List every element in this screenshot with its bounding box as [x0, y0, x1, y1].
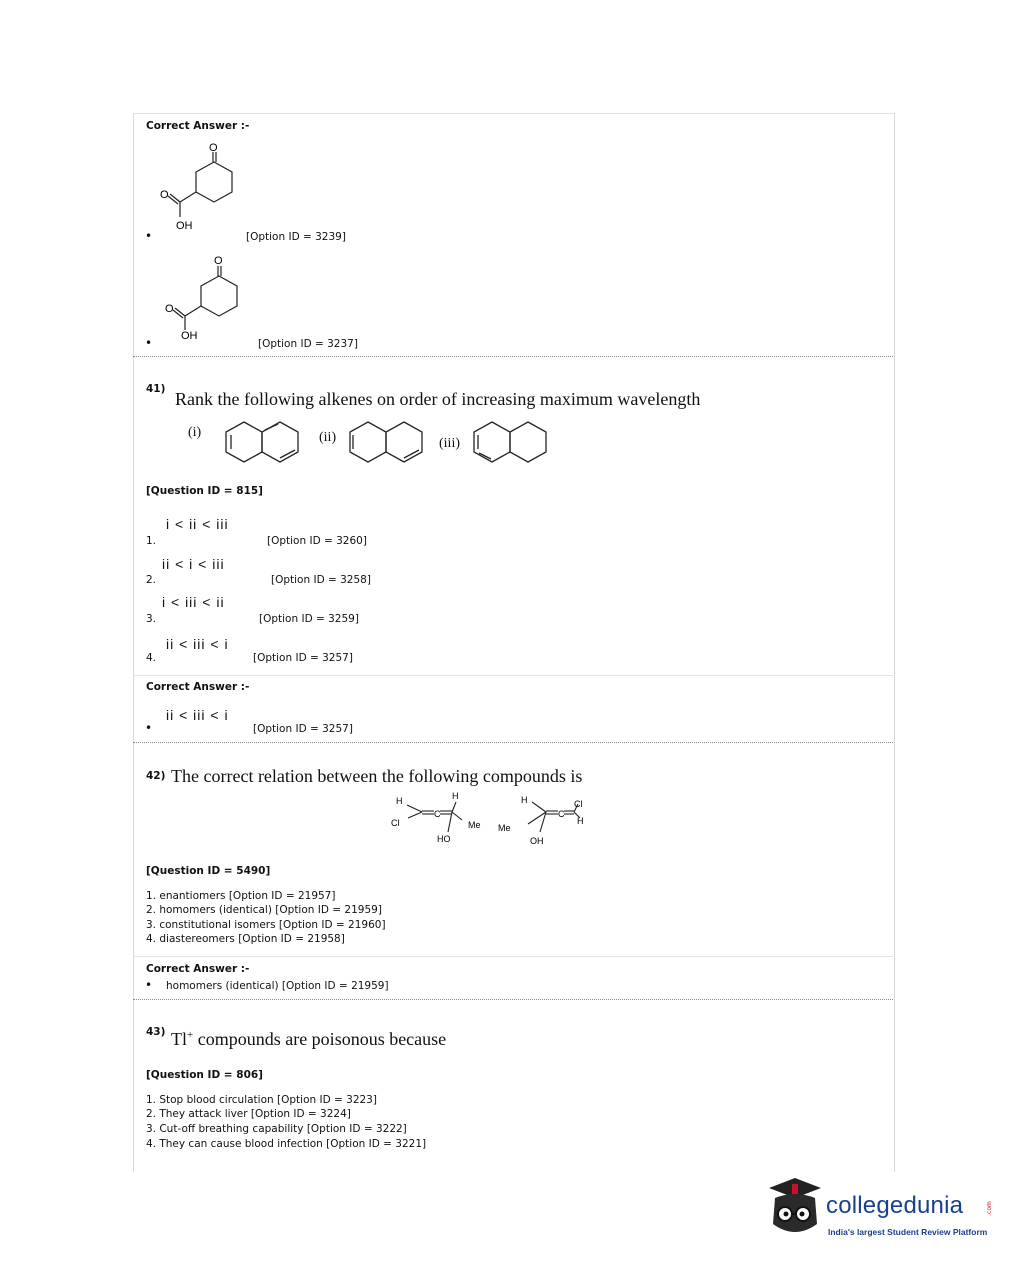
svg-text:H: H — [577, 816, 584, 826]
option-1: 1. Stop blood circulation [Option ID = 3223] — [146, 1094, 377, 1106]
question-text: The correct relation between the following compounds is — [171, 766, 583, 786]
question-rest: compounds are poisonous because — [193, 1029, 447, 1049]
species: Tl — [171, 1029, 187, 1049]
oh-label: OH — [176, 220, 193, 232]
question-id: [Question ID = 5490] — [146, 865, 271, 877]
logo-wordmark: collegedunia — [826, 1192, 964, 1219]
question-text — [171, 1029, 446, 1050]
question-number: 42) — [146, 770, 166, 782]
label-iii: (iii) — [439, 436, 460, 451]
correct-answer-label: Correct Answer :- — [146, 681, 250, 693]
option-4: 4. They can cause blood infection [Option ID = 3221] — [146, 1138, 427, 1150]
option-2-id: [Option ID = 3258] — [271, 574, 371, 586]
correct-rank: ii < iii < i — [166, 707, 229, 723]
correct-answer-label: Correct Answer :- — [146, 120, 250, 132]
svg-text:Me: Me — [468, 820, 481, 830]
section-divider — [133, 742, 893, 743]
svg-text:Cl: Cl — [391, 818, 400, 828]
option-1-num: 1. — [146, 535, 157, 547]
question-id: [Question ID = 806] — [146, 1069, 263, 1081]
option-2: 2. They attack liver [Option ID = 3224] — [146, 1108, 351, 1120]
option-4-id: [Option ID = 3257] — [253, 652, 353, 664]
option-3-num: 3. — [146, 613, 157, 625]
svg-text:HO: HO — [437, 834, 451, 844]
answer-separator — [133, 675, 893, 676]
label-i: (i) — [188, 425, 202, 440]
option-4-num: 4. — [146, 652, 157, 664]
logo-tagline: India's largest Student Review Platform — [828, 1227, 988, 1237]
correct-option-id: [Option ID = 3257] — [253, 723, 353, 735]
bullet: • — [145, 721, 153, 735]
option-2: 2. homomers (identical) [Option ID = 21959] — [146, 904, 382, 916]
question-number: 43) — [146, 1026, 166, 1038]
svg-text:Me: Me — [498, 823, 511, 833]
svg-text:H: H — [452, 791, 459, 801]
charge: + — [187, 1029, 194, 1041]
correct-answer: homomers (identical) [Option ID = 21959] — [166, 980, 389, 992]
label-ii: (ii) — [319, 430, 337, 445]
answer-separator — [133, 956, 893, 957]
bullet: • — [145, 978, 153, 992]
svg-text:C: C — [558, 809, 565, 819]
svg-text:OH: OH — [181, 330, 198, 342]
bullet: • — [145, 336, 153, 350]
option-3-rank: i < iii < ii — [162, 594, 225, 610]
option-id-3239: [Option ID = 3239] — [246, 231, 346, 243]
question-text: Rank the following alkenes on order of increasing maximum wavelength — [175, 389, 701, 409]
section-divider — [133, 356, 893, 357]
section-divider — [133, 999, 893, 1000]
svg-text:H: H — [396, 796, 403, 806]
alkene-structures — [222, 416, 562, 472]
option-1: 1. enantiomers [Option ID = 21957] — [146, 890, 336, 902]
bullet: • — [145, 229, 153, 243]
acid-o-label: O — [160, 189, 169, 201]
svg-text:O: O — [214, 255, 223, 267]
option-4: 4. diastereomers [Option ID = 21958] — [146, 933, 345, 945]
svg-text:O: O — [165, 303, 174, 315]
logo-com: .com — [985, 1201, 993, 1216]
option-3-id: [Option ID = 3259] — [259, 613, 359, 625]
svg-text:C: C — [434, 809, 441, 819]
option-2-rank: ii < i < iii — [162, 556, 225, 572]
option-4-rank: ii < iii < i — [166, 636, 229, 652]
option-3: 3. Cut-off breathing capability [Option ID = 3222] — [146, 1123, 407, 1135]
option-3: 3. constitutional isomers [Option ID = 21960] — [146, 919, 386, 931]
option-1-rank: i < ii < iii — [166, 516, 229, 532]
keto-acid-structure-2 — [155, 250, 255, 345]
carbonyl-o-label: O — [209, 142, 218, 154]
keto-acid-structure-1 — [150, 140, 250, 235]
option-1-id: [Option ID = 3260] — [267, 535, 367, 547]
correct-answer-label: Correct Answer :- — [146, 963, 250, 975]
option-2-num: 2. — [146, 574, 157, 586]
svg-text:Cl: Cl — [574, 799, 583, 809]
svg-text:OH: OH — [530, 836, 544, 846]
svg-text:H: H — [521, 795, 528, 805]
collegedunia-mascot-icon — [765, 1176, 825, 1248]
option-id-3237: [Option ID = 3237] — [258, 338, 358, 350]
allene-structures — [388, 790, 598, 850]
question-number: 41) — [146, 383, 166, 395]
question-id: [Question ID = 815] — [146, 485, 263, 497]
